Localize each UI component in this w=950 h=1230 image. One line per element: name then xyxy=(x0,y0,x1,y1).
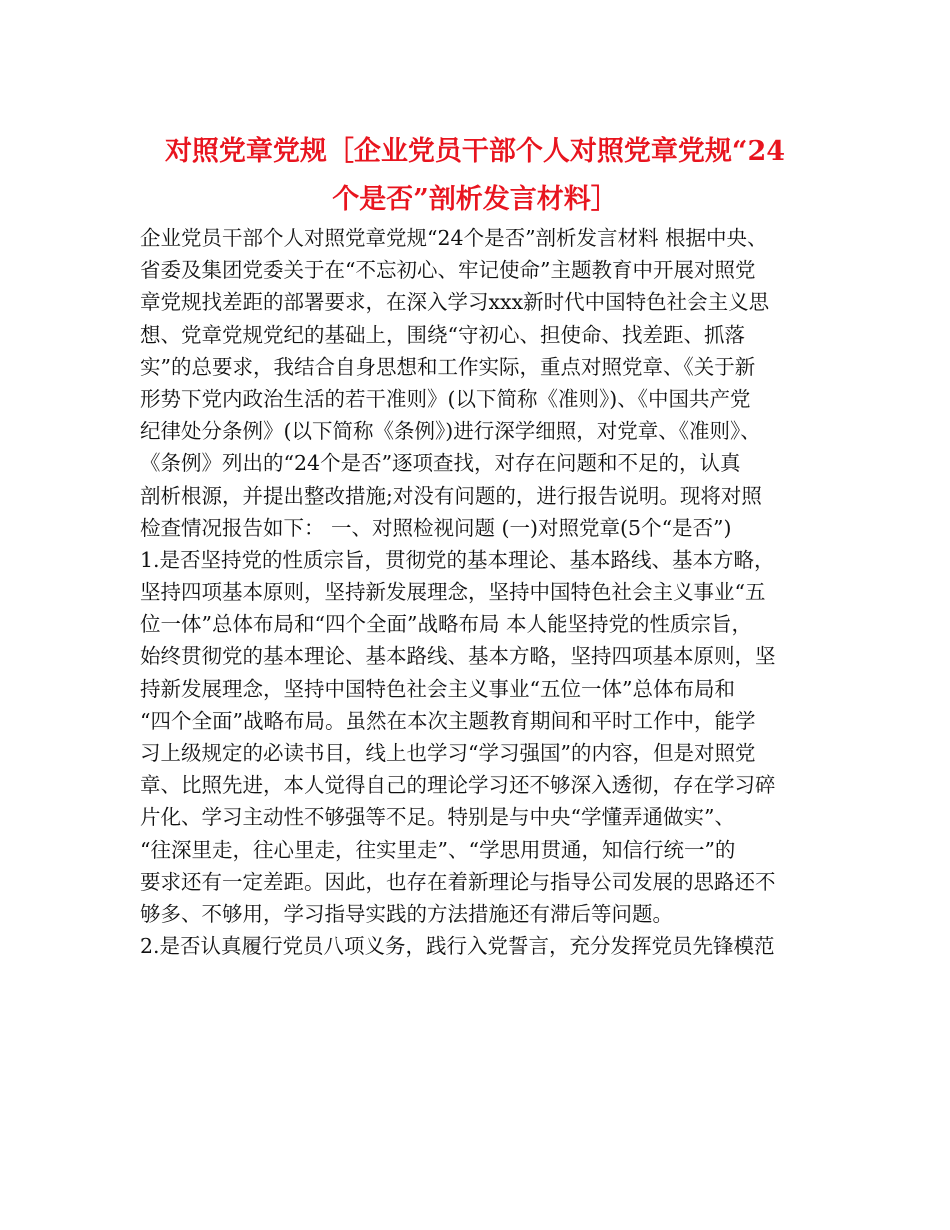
body-line: 片化、学习主动性不够强等不足。特别是与中央“学懂弄通做实”、 xyxy=(140,805,735,830)
body-line: 习上级规定的必读书目，线上也学习“学习强国”的内容，但是对照党 xyxy=(140,741,756,765)
body-line: 1.是否坚持党的性质宗旨，贯彻党的基本理论、基本路线、基本方略， xyxy=(140,547,775,572)
body-line: 2.是否认真履行党员八项义务，践行入党誓言，充分发挥党员先锋模范 xyxy=(140,934,775,959)
body-line: 企业党员干部个人对照党章党规“24个是否”剖析发言材料 根据中央、 xyxy=(140,226,768,250)
body-line: 始终贯彻党的基本理论、基本路线、基本方略，坚持四项基本原则，坚 xyxy=(140,644,776,669)
body-line: 省委及集团党委关于在“不忘初心、牢记使命”主题教育中开展对照党 xyxy=(140,258,756,283)
body-line: 要求还有一定差距。因此，也存在着新理论与指导公司发展的思路还不 xyxy=(140,869,776,894)
body-line: 形势下党内政治生活的若干准则》(以下简称《准则》)、《中国共产党 xyxy=(140,386,751,411)
document-title xyxy=(120,128,830,224)
body-line: 章党规找差距的部署要求，在深入学习xxx新时代中国特色社会主义思 xyxy=(140,290,770,315)
body-line: 实”的总要求，我结合自身思想和工作实际，重点对照党章、《关于新 xyxy=(140,354,756,379)
body-line: 坚持四项基本原则，坚持新发展理念，坚持中国特色社会主义事业“五 xyxy=(140,580,766,605)
body-line: 位一体”总体布局和“四个全面”战略布局 本人能坚持党的性质宗旨， xyxy=(140,612,752,637)
body-line: 持新发展理念，坚持中国特色社会主义事业“五位一体”总体布局和 xyxy=(140,676,735,701)
body-line: 想、党章党规党纪的基础上，围绕“守初心、担使命、找差距、抓落 xyxy=(140,322,745,347)
body-line: “往深里走，往心里走，往实里走”、“学思用贯通，知信行统一”的 xyxy=(140,837,736,862)
body-line: 纪律处分条例》(以下简称《条例》)进行深学细照，对党章、《准则》、 xyxy=(140,419,761,444)
body-line: 《条例》列出的“24个是否”逐项查找，对存在问题和不足的，认真 xyxy=(140,451,741,476)
document-body xyxy=(140,222,830,962)
body-line: 章、比照先进，本人觉得自己的理论学习还不够深入透彻，存在学习碎 xyxy=(140,773,776,798)
body-line: 剖析根源，并提出整改措施;对没有问题的，进行报告说明。现将对照 xyxy=(140,483,762,508)
title-line-1: 对照党章党规［企业党员干部个人对照党章党规“24 xyxy=(164,136,786,167)
body-line: 检查情况报告如下： 一、对照检视问题 (一)对照党章(5个“是否”) xyxy=(140,515,732,540)
body-line: “四个全面”战略布局。虽然在本次主题教育期间和平时工作中，能学 xyxy=(140,708,756,733)
title-line-2: 个是否”剖析发言材料］ xyxy=(332,184,618,215)
body-line: 够多、不够用，学习指导实践的方法措施还有滞后等问题。 xyxy=(140,901,673,926)
